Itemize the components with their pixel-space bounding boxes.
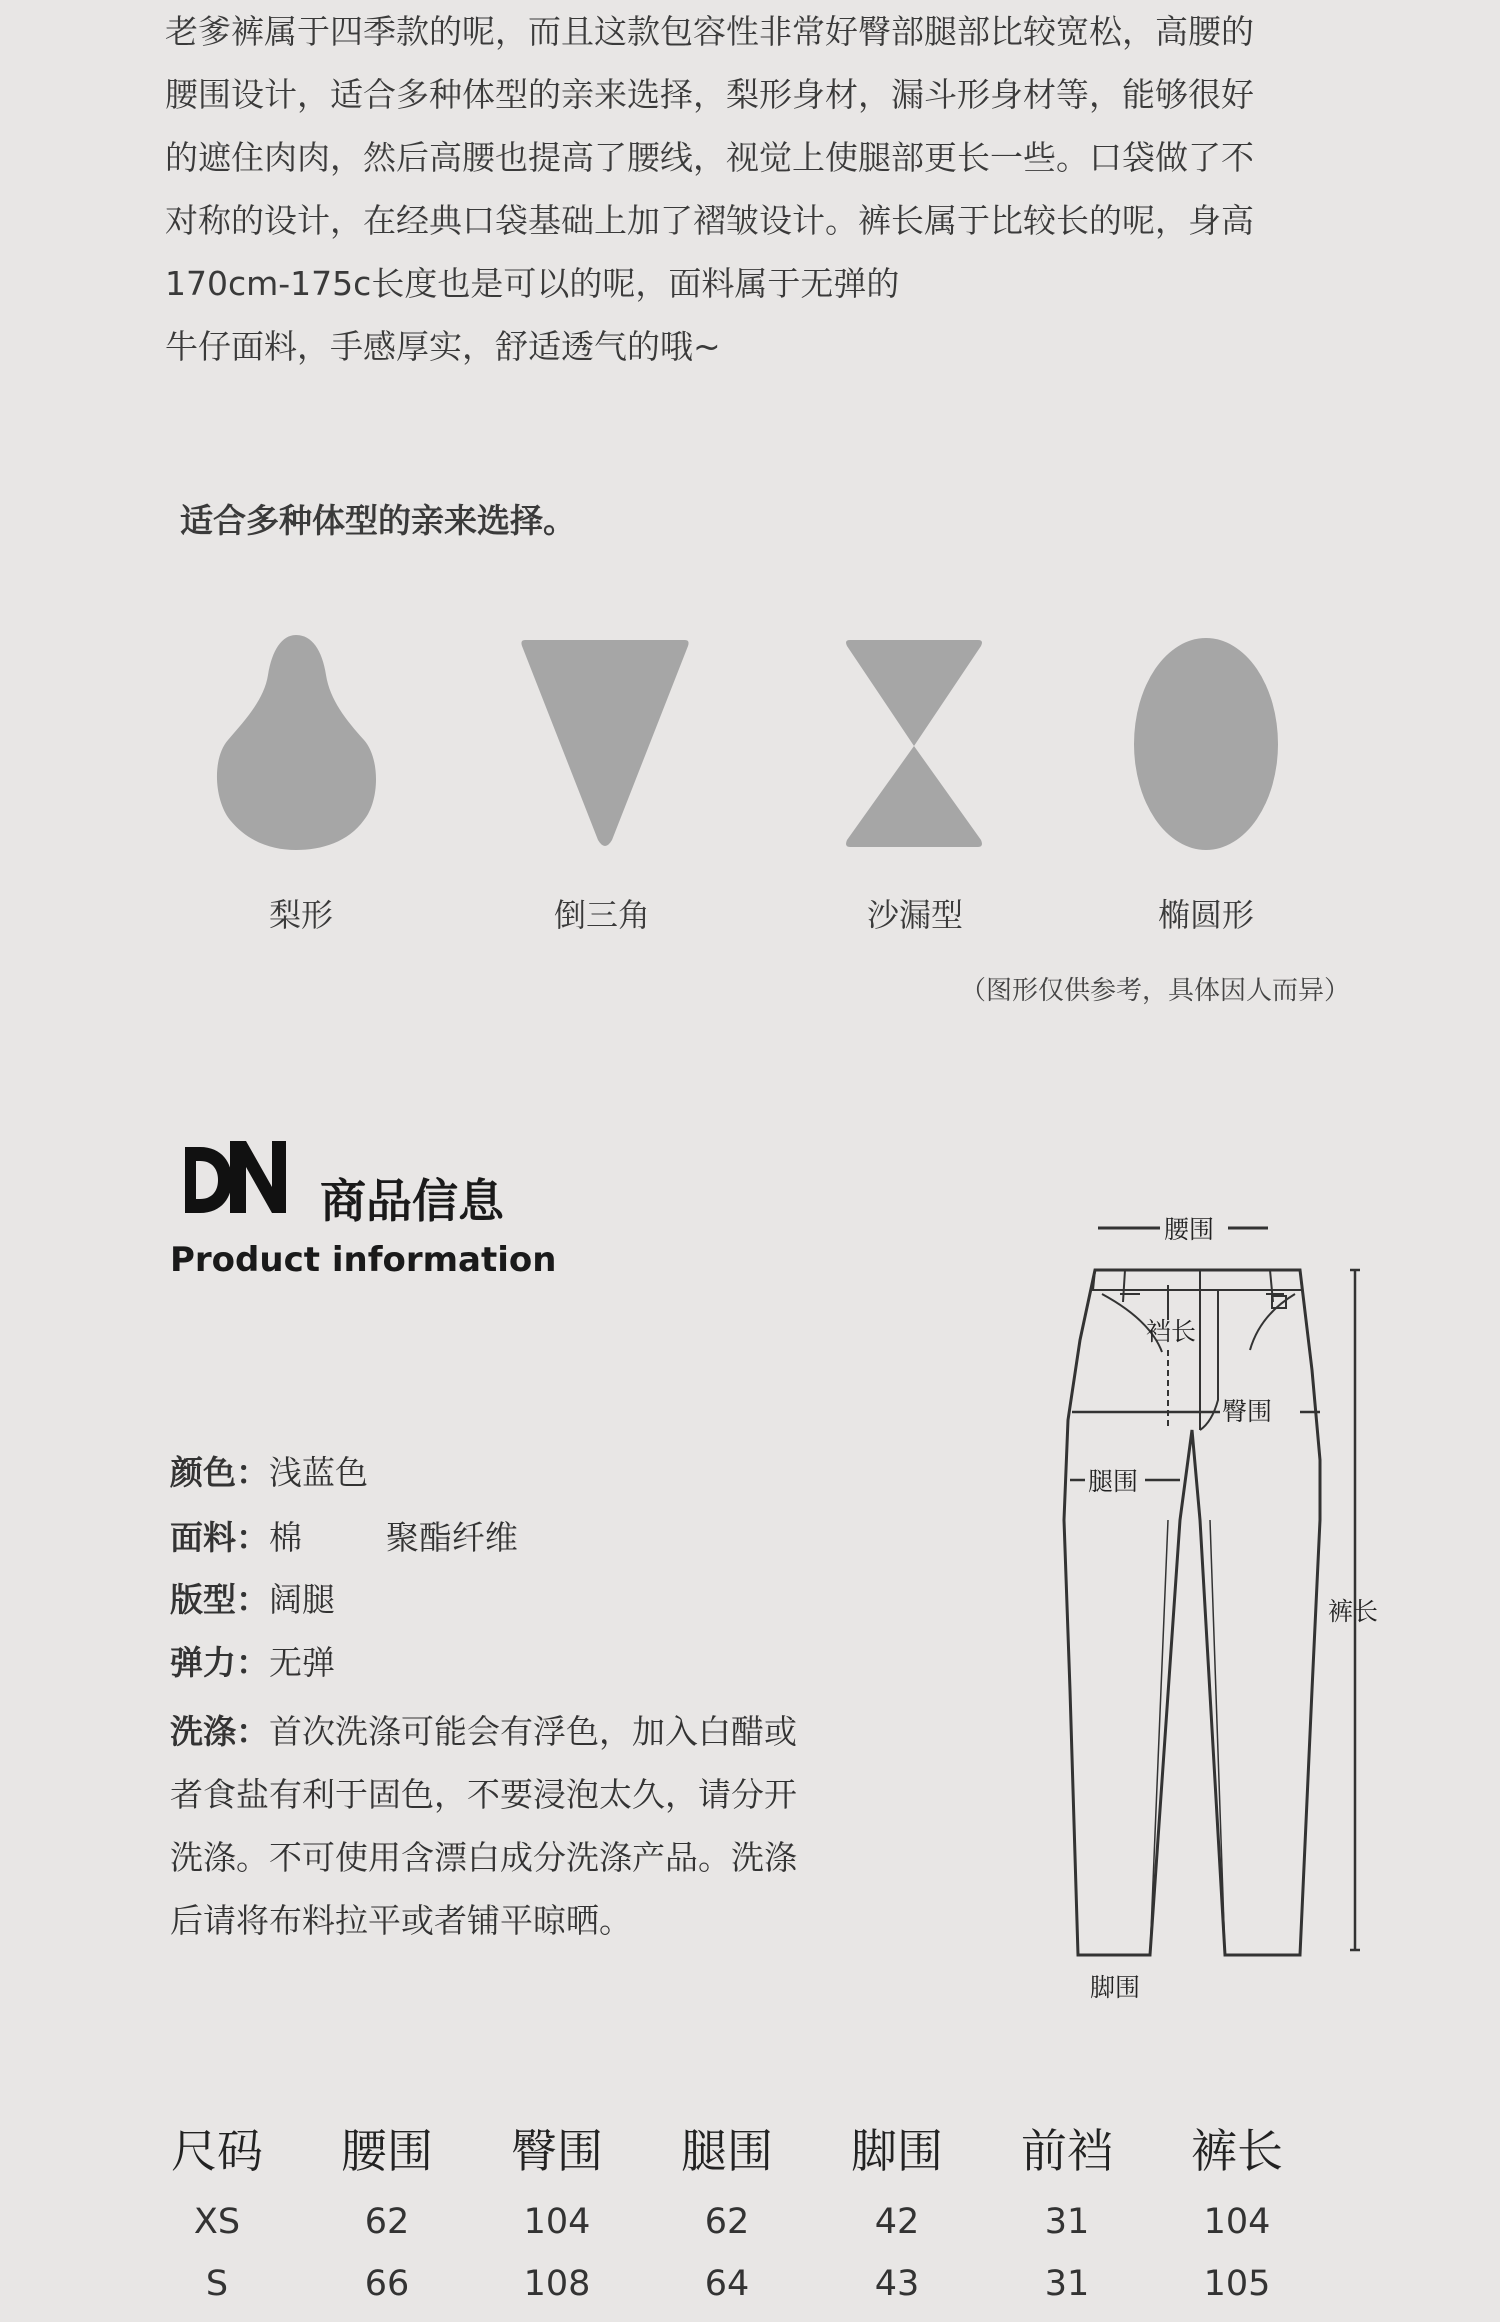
size-table-cell: 64 [704,2264,750,2304]
size-table-cell: 31 [1044,2264,1090,2304]
size-table-header: 裤长 [1191,2124,1283,2178]
wash-line [170,1700,870,1763]
pear-shape-icon [217,635,376,850]
diagram-label-waist: 腰围 [1164,1215,1215,1244]
intro-line: 对称的设计，在经典口袋基础上加了褶皱设计。裤长属于比较长的呢，身高 [165,201,1254,240]
diagram-label-length: 裤长 [1328,1597,1379,1626]
body-type-shapes [0,0,1500,900]
brand-logo [180,1135,290,1215]
wash-text: 首次洗涤可能会有浮色，加入白醋或 [269,1712,797,1751]
diagram-label-rise: 裆长 [1146,1317,1197,1346]
pants-measurement-diagram [1050,1190,1410,2010]
spec-key: 版型： [170,1580,269,1619]
intro-line: 腰围设计，适合多种体型的亲来选择，梨形身材，漏斗形身材等，能够很好 [165,75,1254,114]
spec-fabric [170,1512,518,1559]
size-table-header: 腿围 [681,2124,773,2178]
size-table-header: 前裆 [1021,2124,1113,2178]
spec-value: 浅蓝色 [269,1453,368,1492]
intro-line: 老爹裤属于四季款的呢，而且这款包容性非常好臀部腿部比较宽松，高腰的 [165,12,1254,51]
size-table-header: 尺码 [171,2124,263,2178]
intro-line: 的遮住肉肉，然后高腰也提高了腰线，视觉上使腿部更长一些。口袋做了不 [165,138,1254,177]
diagram-label-hem: 脚围 [1090,1973,1141,2002]
size-table-cell: 104 [523,2202,591,2242]
size-table-cell: 105 [1203,2264,1271,2304]
spec-color [170,1447,368,1494]
wash-line: 洗涤。不可使用含漂白成分洗涤产品。洗涤 [170,1838,797,1877]
diagram-label-thigh: 腿围 [1088,1467,1139,1496]
size-table-cell: XS [193,2202,241,2242]
wash-line: 者食盐有利于固色，不要浸泡太久，请分开 [170,1775,797,1814]
spec-value: 无弹 [269,1643,335,1682]
shape-label-oval: 椭圆形 [1157,896,1254,934]
size-table-header: 臀围 [511,2124,603,2178]
spec-value: 棉 聚酯纤维 [269,1518,518,1557]
size-table-header: 腰围 [341,2124,433,2178]
spec-stretch [170,1637,335,1684]
intro-line: 牛仔面料，手感厚实，舒适透气的哦~ [165,327,721,366]
shape-label-inverted-triangle: 倒三角 [553,896,650,934]
shape-note: （图形仅供参考，具体因人而异） [959,976,1350,1006]
spec-key: 面料： [170,1518,269,1557]
inverted-triangle-icon [521,640,688,846]
pants-outline [1064,1270,1320,1955]
shape-label-hourglass: 沙漏型 [866,896,963,934]
size-table-cell: 108 [523,2264,591,2304]
size-table-cell: 62 [704,2202,750,2242]
wash-line: 后请将布料拉平或者铺平晾晒。 [170,1901,632,1940]
hourglass-icon [846,640,982,847]
spec-key: 弹力： [170,1643,269,1682]
size-table-cell: S [205,2264,229,2304]
size-table-cell: 104 [1203,2202,1271,2242]
product-info-subtitle: Product information [170,1240,557,1280]
size-table-cell: 43 [874,2264,920,2304]
intro-line: 170cm-175c长度也是可以的呢，面料属于无弹的 [165,264,900,303]
spec-fit [170,1574,335,1621]
spec-key: 洗涤： [170,1712,269,1751]
size-table-cell: 31 [1044,2202,1090,2242]
shape-label-pear: 梨形 [268,896,333,934]
size-table-cell: 62 [364,2202,410,2242]
size-table-header: 脚围 [851,2124,943,2178]
size-table-cell: 66 [364,2264,410,2304]
body-types-title: 适合多种体型的亲来选择。 [180,501,576,540]
spec-value: 阔腿 [269,1580,335,1619]
oval-icon [1134,638,1278,850]
diagram-label-hip: 臀围 [1222,1397,1273,1426]
size-table-cell: 42 [874,2202,920,2242]
spec-key: 颜色： [170,1453,269,1492]
product-info-title: 商品信息 [320,1174,504,1228]
spec-washing [170,1700,870,1952]
